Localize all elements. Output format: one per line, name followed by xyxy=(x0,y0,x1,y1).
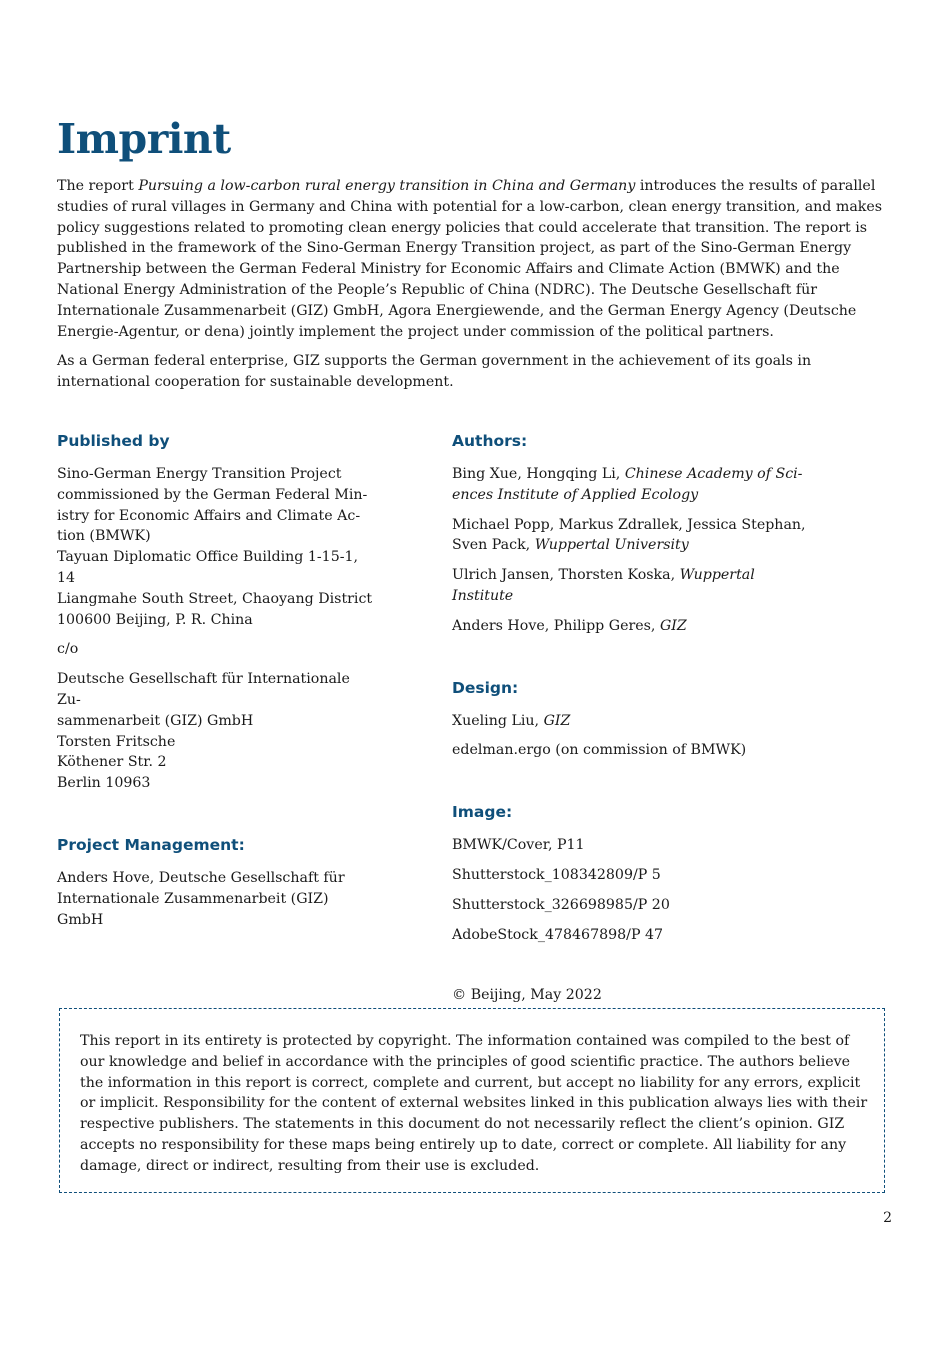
author-entry xyxy=(452,464,812,506)
project-management-text xyxy=(57,868,377,930)
address-line: 100600 Beijing, P. R. China xyxy=(57,611,253,628)
published-by-heading: Published by xyxy=(57,432,170,450)
author-names: Anders Hove, Philipp Geres, xyxy=(452,617,660,634)
author-entry xyxy=(452,515,812,557)
author-institution: Wuppertal University xyxy=(534,537,689,554)
address-line: commissioned by the German Federal Min- xyxy=(57,486,368,503)
address-line: tion (BMWK) xyxy=(57,528,151,545)
design-entry xyxy=(452,711,812,732)
address-line: sammenarbeit (GIZ) GmbH xyxy=(57,712,254,729)
pm-line: Anders Hove, Deutsche Gesellschaft für xyxy=(57,869,345,886)
publisher-address xyxy=(57,464,377,630)
author-names: Bing Xue, Hongqing Li, xyxy=(452,466,625,482)
author-names: Ulrich Jansen, Thorsten Koska, xyxy=(452,567,680,584)
designer-institution: GIZ xyxy=(543,712,571,729)
address-line: istry for Economic Affairs and Climate Ac- xyxy=(57,507,361,524)
design-heading: Design: xyxy=(452,678,519,697)
address-line: Tayuan Diplomatic Office Building 1-15-1, 14 xyxy=(57,549,359,586)
intro-text-rest: introduces the results of parallel studies of rural villages in Germany and China with potential for a low-carbon, clean energy transition, and makes policy suggestions related to promoting clean energy policies that could accelerate that transition. The report is published in the framework of the Sino-German Energy Transition project, as part of the Sino-German Energy Partnership between the German Federal Ministry for Economic Affairs and Climate Action (BMWK) and the National Energy Administration of the People’s Republic of China (NDRC). The Deutsche Gesellschaft für Internationale Zusammenarbeit (GIZ) GmbH, Agora Energiewende, and the German Energy Agency (Deutsche Energie-Agentur, or dena) jointly implement the project under commission of the political partners. xyxy=(57,178,883,340)
author-institution: GIZ xyxy=(659,617,687,634)
address-line: Torsten Fritsche xyxy=(57,733,176,750)
care-of: c/o xyxy=(57,641,79,658)
report-title: Pursuing a low-carbon rural energy transition in China and Germany xyxy=(138,178,636,194)
intro-paragraph-1 xyxy=(57,176,889,342)
image-credit: Shutterstock_108342809/P 5 xyxy=(452,866,661,883)
image-heading: Image: xyxy=(452,803,513,822)
project-management-heading: Project Management: xyxy=(57,835,245,854)
author-entry xyxy=(452,565,812,607)
author-entry xyxy=(452,616,812,637)
design-entry: edelman.ergo (on commission of BMWK) xyxy=(452,742,747,759)
pm-line: Internationale Zusammenarbeit (GIZ) GmbH xyxy=(57,890,329,928)
intro-text: The report xyxy=(57,178,139,194)
address-line: Sino-German Energy Transition Project xyxy=(57,466,342,482)
disclaimer-text: This report in its entirety is protected by copyright. The information contained was compiled to the best of our knowledge and belief in accordance with the principles of good scientific practice. The authors believe the information in this report is correct, complete and current, but accept no liability for any errors, explicit or implicit. Responsibility for the content of external websites linked in this publication always lies with their respective publishers. The statements in this document do not necessarily reflect the client’s opinion. GIZ accepts no responsibility for these maps being entirely up to date, correct or complete. All liability for any damage, direct or indirect, resulting from their use is excluded. xyxy=(80,1033,868,1174)
copyright-notice: © Beijing, May 2022 xyxy=(452,987,602,1004)
page-title: Imprint xyxy=(57,115,231,163)
intro-paragraph-2: As a German federal enterprise, GIZ supports the German government in the achievement of its goals in international cooperation for sustainable development. xyxy=(57,353,812,391)
disclaimer-box xyxy=(59,1008,885,1193)
address-line: Berlin 10963 xyxy=(57,775,151,792)
author-names: Sven Pack, xyxy=(452,537,535,554)
author-names: Michael Popp, Markus Zdrallek, Jessica Stephan, xyxy=(452,516,806,533)
author-institution: ences Institute of Applied Ecology xyxy=(452,486,699,503)
authors-heading: Authors: xyxy=(452,432,528,450)
image-credit: BMWK/Cover, P11 xyxy=(452,837,585,854)
designer-name: Xueling Liu, xyxy=(452,712,544,729)
giz-address xyxy=(57,669,377,794)
address-line: Deutsche Gesellschaft für Internationale Zu- xyxy=(57,671,350,708)
left-column xyxy=(57,430,377,939)
right-column xyxy=(452,430,812,1015)
address-line: Köthener Str. 2 xyxy=(57,754,167,771)
image-credit: AdobeStock_478467898/P 47 xyxy=(452,926,664,943)
address-line: Liangmahe South Street, Chaoyang District xyxy=(57,590,373,607)
image-credit: Shutterstock_326698985/P 20 xyxy=(452,896,670,913)
intro-section xyxy=(57,176,889,402)
author-institution: Chinese Academy of Sci- xyxy=(624,466,803,482)
page-number: 2 xyxy=(883,1210,892,1226)
author-institution: Wuppertal Institute xyxy=(452,567,755,604)
